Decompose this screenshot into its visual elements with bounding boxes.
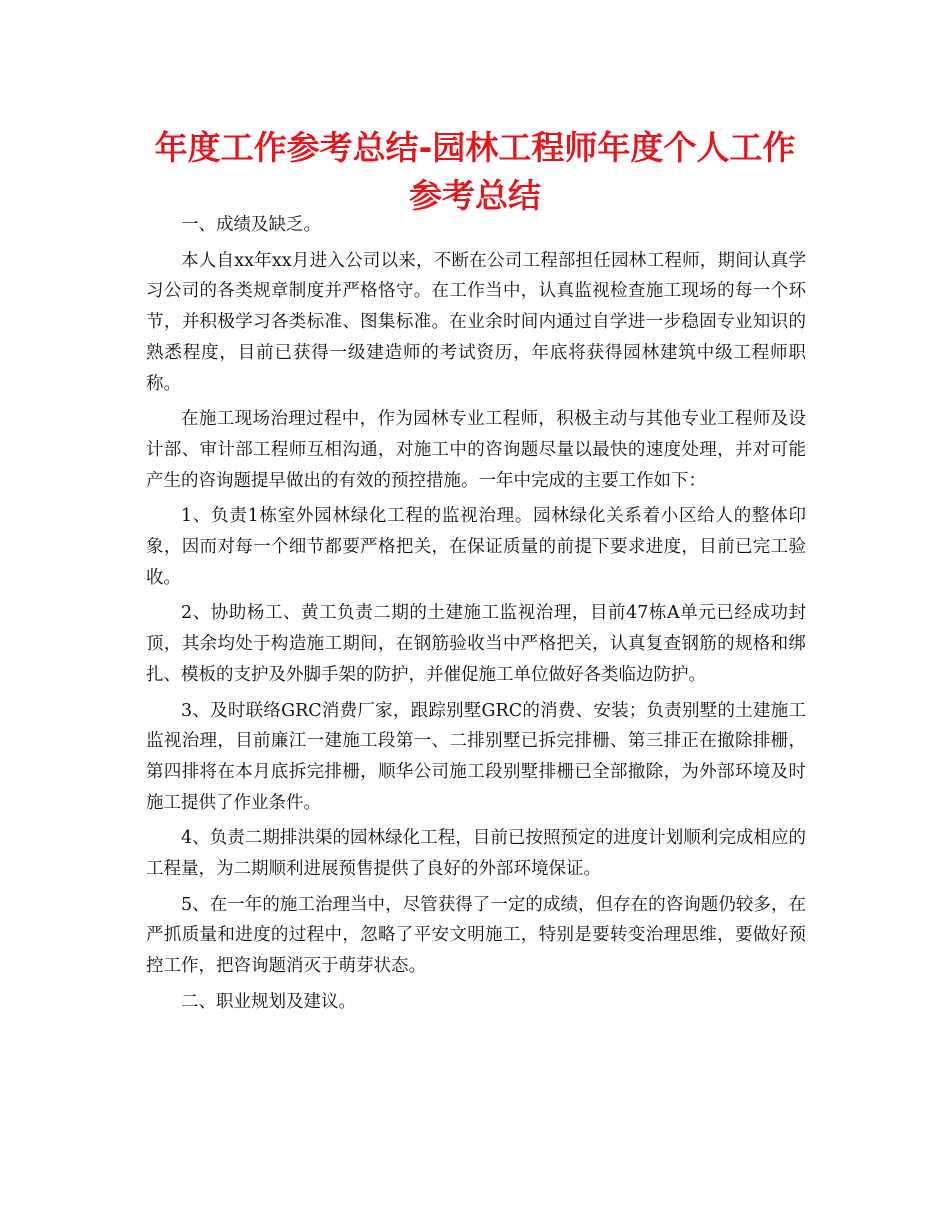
section-heading-achievements: 一、成绩及缺乏。	[181, 215, 321, 235]
list-item: 2、协助杨工、黄工负责二期的土建施工监视治理，目前47栋A单元已经成功封顶，其余均处于构造施工期间，在钢筋验收当中严格把关，认真复查钢筋的规格和绑扎、模板的支护及外脚手架的防护，并催促施工单位做好各类临边防护。	[146, 603, 806, 685]
list-item: 1、负责1栋室外园林绿化工程的监视治理。园林绿化关系着小区给人的整体印象，因而对每一个细节都要严格把关，在保证质量的前提下要求进度，目前已完工验收。	[146, 506, 806, 588]
section-heading-career-plan: 二、职业规划及建议。	[181, 991, 356, 1012]
list-item: 3、及时联络GRC消费厂家，跟踪别墅GRC的消费、安装；负责别墅的土建施工监视治理，目前廉江一建施工段第一、二排别墅已拆完排栅、第三排正在撤除排栅，第四排将在本月底拆完排栅，顺华公司施工段别墅排栅已全部撤除，为外部环境及时施工提供了作业条件。	[146, 700, 806, 813]
document-body	[146, 210, 806, 1023]
document-title: 年度工作参考总结-园林工程师年度个人工作参考总结	[154, 128, 796, 215]
paragraph: 在施工现场治理过程中，作为园林专业工程师，积极主动与其他专业工程师及设计部、审计部工程师互相沟通，对施工中的咨询题尽量以最快的速度处理，并对可能产生的咨询题提早做出的有效的预控措施。一年中完成的主要工作如下：	[146, 409, 806, 491]
list-item: 4、负责二期排洪渠的园林绿化工程，目前已按照预定的进度计划顺利完成相应的工程量，为二期顺利进展预售提供了良好的外部环境保证。	[146, 828, 806, 880]
list-item: 5、在一年的施工治理当中，尽管获得了一定的成绩，但存在的咨询题仍较多，在严抓质量和进度的过程中，忽略了平安文明施工，特别是要转变治理思维，要做好预控工作，把咨询题消灭于萌芽状态。	[146, 894, 806, 977]
paragraph: 本人自xx年xx月进入公司以来，不断在公司工程部担任园林工程师，期间认真学习公司的各类规章制度并严格恪守。在工作当中，认真监视检查施工现场的每一个环节，并积极学习各类标准、图集标准。在业余时间内通过自学进一步稳固专业知识的熟悉程度，目前已获得一级建造师的考试资历，年底将获得园林建筑中级工程师职称。	[146, 250, 806, 394]
